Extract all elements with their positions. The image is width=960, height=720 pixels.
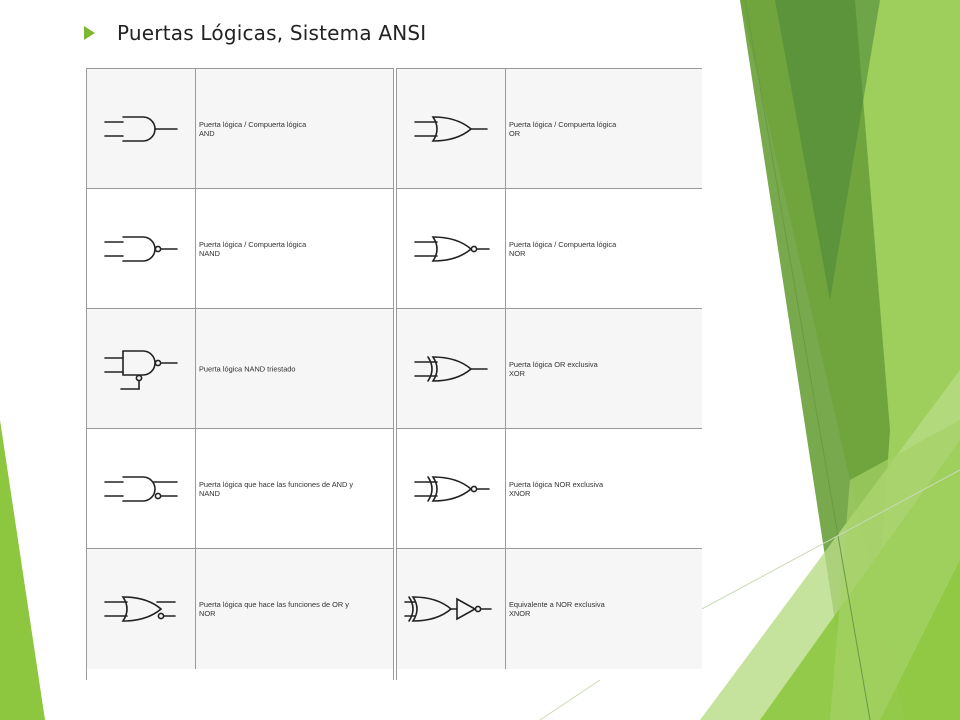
gate-description <box>509 240 697 258</box>
table-row <box>397 428 702 549</box>
gate-name: XNOR <box>509 609 531 618</box>
or-nor-gate-icon <box>87 549 195 669</box>
gate-name: NOR <box>199 609 216 618</box>
gate-description-line1: Puerta lógica NOR exclusiva <box>509 480 604 489</box>
description-cell <box>506 549 702 669</box>
gate-description <box>509 480 697 498</box>
gate-name: NAND <box>199 489 220 498</box>
gate-description-line1: Puerta lógica que hace las funciones de AND y <box>199 480 354 489</box>
description-cell <box>196 549 393 669</box>
xor-inverter-gate-icon <box>397 549 505 669</box>
gate-description <box>199 240 387 258</box>
nor-gate-icon <box>397 189 505 309</box>
table-row <box>87 308 393 429</box>
gate-description-line1: Puerta lógica NAND triestado <box>199 364 296 374</box>
gate-description-line1: Puerta lógica / Compuerta lógica <box>509 120 617 129</box>
gate-description <box>509 120 697 138</box>
gate-description <box>199 365 387 374</box>
table-row <box>397 188 702 309</box>
description-cell <box>196 189 393 309</box>
slide-title-row <box>84 18 426 48</box>
symbol-cell <box>87 69 196 189</box>
gate-description <box>199 600 387 618</box>
symbol-cell <box>397 69 506 189</box>
symbol-cell <box>87 189 196 309</box>
and-gate-icon <box>87 69 195 189</box>
symbol-cell <box>397 309 506 429</box>
gate-description-line1: Puerta lógica / Compuerta lógica <box>199 240 307 249</box>
gate-description-line1: Puerta lógica OR exclusiva <box>509 360 598 369</box>
description-cell <box>196 429 393 549</box>
symbol-cell <box>87 549 196 669</box>
symbol-cell <box>87 309 196 429</box>
and-nand-gate-icon <box>87 429 195 549</box>
bullet-arrow-icon <box>84 26 95 40</box>
gate-name: NAND <box>199 249 220 258</box>
slide-title: Puertas Lógicas, Sistema ANSI <box>117 21 427 45</box>
nand-gate-icon <box>87 189 195 309</box>
symbol-cell <box>87 429 196 549</box>
gate-description-line1: Equivalente a NOR exclusiva <box>509 600 605 609</box>
table-row <box>87 188 393 309</box>
gate-name: OR <box>509 129 521 138</box>
gate-description-line1: Puerta lógica / Compuerta lógica <box>509 240 617 249</box>
gate-name: AND <box>199 129 215 138</box>
table-row <box>87 68 393 189</box>
gate-description-line1: Puerta lógica que hace las funciones de OR y <box>199 600 349 609</box>
gate-description <box>509 360 697 378</box>
description-cell <box>506 189 702 309</box>
table-row <box>87 428 393 549</box>
description-cell <box>196 69 393 189</box>
gate-description <box>199 120 387 138</box>
table-row <box>397 308 702 429</box>
gates-table <box>86 68 702 680</box>
gates-column-left <box>86 68 394 680</box>
description-cell <box>506 69 702 189</box>
xnor-gate-icon <box>397 429 505 549</box>
table-row <box>397 548 702 669</box>
nand-tristate-gate-icon <box>87 309 195 429</box>
table-row <box>87 548 393 669</box>
description-cell <box>506 429 702 549</box>
gate-name: XNOR <box>509 489 531 498</box>
xor-gate-icon <box>397 309 505 429</box>
gate-description <box>199 480 387 498</box>
description-cell <box>506 309 702 429</box>
description-cell <box>196 309 393 429</box>
symbol-cell <box>397 429 506 549</box>
gate-description-line1: Puerta lógica / Compuerta lógica <box>199 120 307 129</box>
gate-name: XOR <box>509 369 526 378</box>
table-row <box>397 68 702 189</box>
gate-description <box>509 600 697 618</box>
gates-column-right <box>396 68 702 680</box>
gate-name: NOR <box>509 249 526 258</box>
or-gate-icon <box>397 69 505 189</box>
symbol-cell <box>397 189 506 309</box>
symbol-cell <box>397 549 506 669</box>
